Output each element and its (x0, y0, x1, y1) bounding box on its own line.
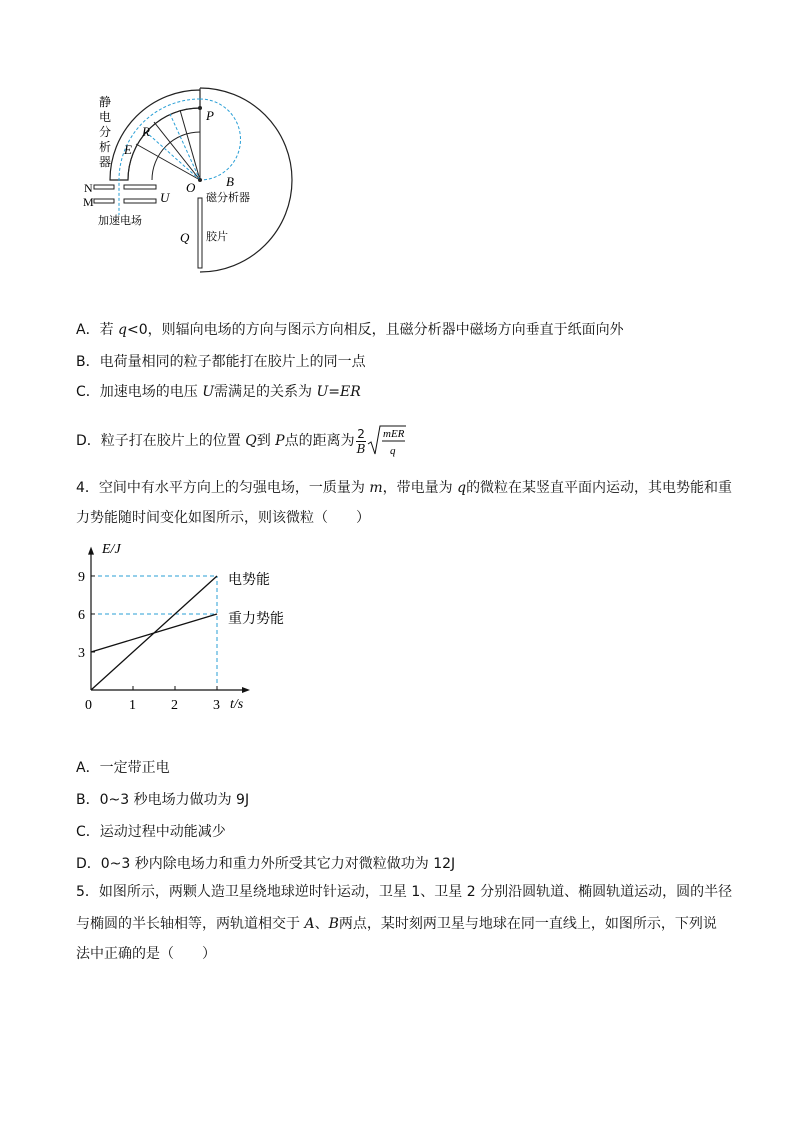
q3-D-pre: D．粒子打在胶片上的位置 (76, 433, 246, 449)
q3-C-formula: U=ER (316, 384, 361, 400)
x-tick-label-2: 2 (171, 698, 178, 713)
q5-l2-v1: A (304, 916, 315, 932)
q3-option-C (76, 382, 361, 402)
q5-l1-text: 5．如图所示，两颗人造卫星绕地球逆时针运动，卫星 1、卫星 2 分别沿圆轨道、椭圆轨道运动，圆的半径 (76, 884, 733, 900)
q3-C-pre: C．加速电场的电压 (76, 384, 203, 400)
chart-xlabel: t/s (230, 697, 244, 712)
q5-l2-v2: B (328, 916, 339, 932)
q4-option-C (76, 822, 226, 842)
label-qi: 器 (99, 155, 112, 169)
label-Q: Q (180, 230, 190, 245)
q4-C-text: C．运动过程中动能减少 (76, 824, 226, 840)
film-strip (198, 198, 202, 268)
label-dian: 电 (99, 110, 112, 124)
q5-stem-line2 (76, 914, 717, 934)
point-P (198, 106, 202, 110)
x-tick-label-0: 0 (85, 698, 92, 713)
q4-stem-line2 (76, 508, 370, 528)
label-O: O (186, 180, 196, 195)
sqrt-expression (367, 424, 407, 458)
label-M: M (83, 195, 94, 209)
label-B: B (226, 174, 234, 189)
series-label-zhonglishineng: 重力势能 (228, 611, 284, 627)
q5-stem-line3 (76, 944, 216, 964)
q5-stem-line1 (76, 882, 732, 902)
label-R: R (142, 124, 150, 139)
q3-option-A (76, 320, 624, 340)
point-O (198, 178, 202, 182)
y-tick-label-3: 3 (78, 645, 85, 661)
label-cifenxiqi: 磁分析器 (206, 191, 250, 204)
q3-B-text: B．电荷量相同的粒子都能打在胶片上的同一点 (76, 354, 366, 370)
sqrt-symbol (367, 424, 407, 458)
q3-D-mid1: 到 (256, 433, 276, 449)
q4-l1-mid: ，带电量为 (382, 480, 458, 496)
y-tick-label-9: 9 (78, 569, 85, 585)
plate-N-left (94, 185, 114, 189)
plate-M-right (124, 199, 156, 203)
y-axis-arrow (88, 547, 94, 555)
x-axis-arrow (242, 687, 250, 693)
label-E: E (124, 142, 132, 157)
series-line-1 (91, 614, 217, 652)
q4-stem-line1 (76, 478, 732, 498)
x-tick-label-1: 1 (129, 698, 136, 713)
radius-dashed (146, 132, 200, 180)
q4-option-A (76, 758, 170, 778)
electrostatic-analyzer (110, 90, 200, 180)
field-arrow (136, 144, 200, 180)
q3-D-mid2: 点的距离为 (284, 433, 355, 449)
q3-D-v2: P (275, 433, 285, 449)
plate-N-right (124, 185, 156, 189)
plate-M-left (94, 199, 114, 203)
q5-l2-post: 两点，某时刻两卫星与地球在同一直线上，如图所示，下列说 (338, 916, 717, 932)
series-label-dianshineng: 电势能 (228, 572, 270, 588)
label-U: U (160, 190, 170, 205)
label-N: N (84, 181, 93, 195)
q4-B-text: B．0~3 秒电场力做功为 9J (76, 792, 250, 808)
label-fen: 分 (99, 125, 112, 139)
q3-A-pre: A．若 (76, 322, 119, 338)
q4-l1-v1: m (369, 480, 383, 496)
q5-l3-text: 法中正确的是（ ） (76, 946, 216, 962)
q4-D-text: D．0~3 秒内除电场力和重力外所受其它力对微粒做功为 12J (76, 856, 456, 872)
label-jiaopian: 胶片 (206, 230, 228, 243)
frac-denominator: B (356, 441, 366, 456)
q4-l2-text: 力势能随时间变化如图所示，则该微粒（ ） (76, 510, 370, 526)
chart-ylabel: E/J (102, 542, 121, 557)
mass-spectrometer-figure (80, 80, 300, 280)
q5-l2-pre: 与椭圆的半长轴相等，两轨道相交于 (76, 916, 305, 932)
label-jing: 静 (99, 95, 112, 109)
q3-C-mid: 需满足的关系为 (214, 384, 317, 400)
q4-option-B (76, 790, 249, 810)
q3-C-var: U (202, 384, 215, 400)
x-tick-label-3: 3 (213, 698, 220, 713)
radius-dashed (170, 114, 200, 180)
q4-A-text: A．一定带正电 (76, 760, 170, 776)
q3-D-v1: Q (245, 433, 257, 449)
q4-l1-pre: 4．空间中有水平方向上的匀强电场，一质量为 (76, 480, 370, 496)
label-xi: 析 (99, 140, 112, 154)
q3-option-B (76, 352, 366, 372)
sqrt-numerator: mER (383, 428, 405, 440)
frac-numerator: 2 (357, 426, 365, 441)
q4-option-D (76, 854, 455, 874)
q3-A-post: <0，则辐向电场的方向与图示方向相反，且磁分析器中磁场方向垂直于纸面向外 (127, 322, 624, 338)
q3-option-D (76, 424, 407, 458)
label-jiasu: 加速电场 (98, 214, 142, 227)
sqrt-denominator: q (390, 445, 396, 457)
y-tick-label-6: 6 (78, 607, 85, 623)
q4-l1-v2: q (457, 480, 467, 496)
field-arrow (180, 110, 200, 180)
label-P: P (206, 108, 214, 123)
energy-time-chart (70, 536, 310, 716)
fraction-2-over-B (356, 427, 367, 456)
field-arrow (154, 122, 200, 180)
q3-A-var: q (118, 322, 127, 338)
q4-l1-post: 的微粒在某竖直平面内运动，其电势能和重 (466, 480, 733, 496)
q5-l2-mid: 、 (314, 916, 329, 932)
